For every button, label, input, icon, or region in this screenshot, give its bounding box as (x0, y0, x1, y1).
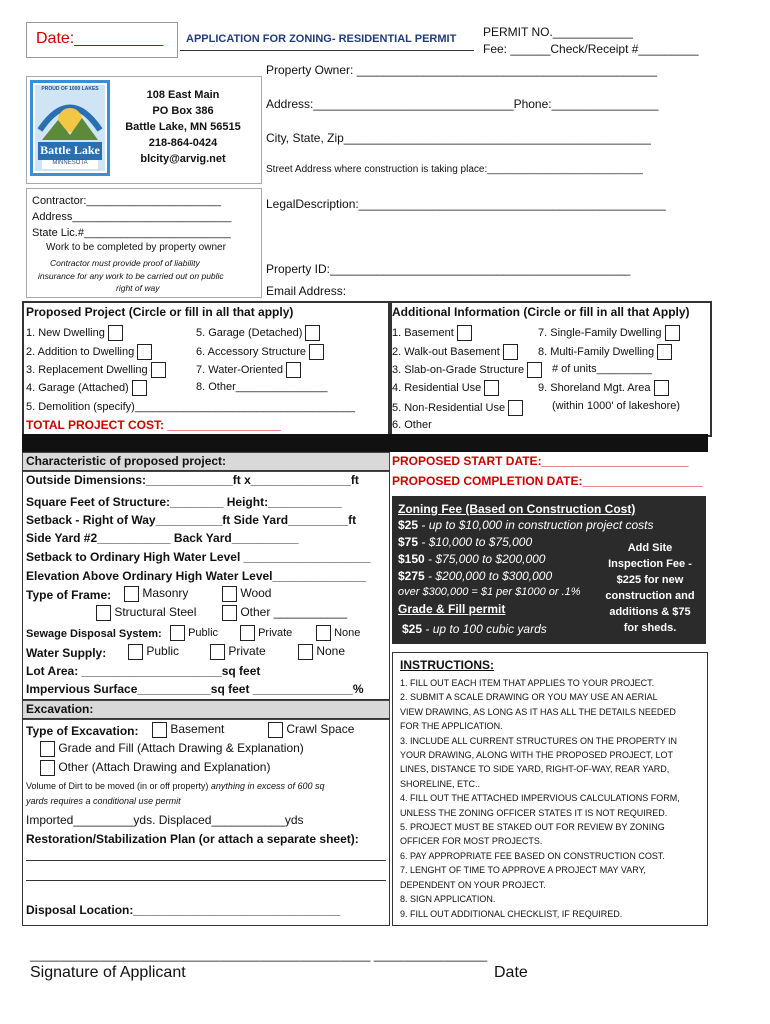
checkbox[interactable] (298, 644, 313, 660)
checkbox[interactable] (316, 625, 331, 641)
property-owner-field[interactable]: Property Owner: _____________________________________________ (266, 63, 658, 77)
restoration-line-2[interactable] (26, 880, 386, 881)
excavation-heading: Excavation: (26, 702, 94, 716)
checkbox[interactable] (137, 344, 152, 360)
zoning-fee-heading: Zoning Fee (Based on Construction Cost) (398, 502, 636, 516)
elevation-field[interactable]: Elevation Above Ordinary High Water Level______________ (26, 569, 366, 583)
frame-label: Type of Frame: (26, 588, 112, 602)
property-id-field[interactable]: Property ID:_____________________________________________ (266, 262, 631, 276)
grade-fill-fee-line: $25 - up to 100 cubic yards (402, 622, 547, 636)
water-public[interactable]: Public (128, 644, 179, 660)
info-walkout[interactable]: 2. Walk-out Basement (392, 344, 518, 360)
fee-line-2: $75 - $10,000 to $75,000 (398, 535, 533, 549)
date-field[interactable]: Date:__________ (36, 30, 164, 47)
impervious-field[interactable]: Impervious Surface___________sq feet _______________% (26, 682, 364, 696)
restoration-line-1[interactable] (26, 860, 386, 861)
liability-note-1: Contractor must provide proof of liability (50, 258, 200, 268)
city-po-box: PO Box 386 (152, 105, 214, 117)
excavation-type-label: Type of Excavation: (26, 724, 139, 738)
city-state-zip-field[interactable]: City, State, Zip______________________________________________ (266, 131, 651, 145)
checkbox[interactable] (40, 741, 55, 757)
excavation-other[interactable]: Other (Attach Drawing and Explanation) (40, 760, 270, 776)
info-nonresidential[interactable]: 5. Non-Residential Use (392, 400, 523, 416)
checkbox[interactable] (108, 325, 123, 341)
city-address-block (118, 87, 248, 167)
lot-area-field[interactable]: Lot Area: _____________________sq feet (26, 664, 261, 678)
logo-name: Battle Lake (40, 143, 100, 157)
volume-note-1: Volume of Dirt to be moved (in or off property) anything in excess of 600 sq (26, 781, 325, 791)
project-garage-attached[interactable]: 4. Garage (Attached) (26, 380, 147, 396)
project-other[interactable]: 8. Other_______________ (196, 381, 328, 393)
proposed-project-heading: Proposed Project (Circle or fill in all that apply) (26, 305, 294, 319)
instructions-list: 1. FILL OUT EACH ITEM THAT APPLIES TO YOUR PROJECT. 2. SUBMIT A SCALE DRAWING OR YOU MAY USE AN AERIAL VIEW DRAWING, AS LONG AS IT HAS ALL THE DETAILS NEEDED FOR THE APPLICATION. 3. INCLUDE ALL CURRENT STRUCTURES ON THE PROPERTY IN YOUR DRAWING, ALONG WITH THE PROPOSED PROJECT, LOT LINES, DISTANCE TO SIDE YARD, RIGHT-OF-WAY, REAR YARD, SHORELINE, ETC.. 4. FILL OUT THE ATTACHED IMPERVIOUS CALCULATIONS FORM, UNLESS THE ZONING OFFICER STATES IT IS NOT REQUIRED. 5. PROJECT MUST BE STAKED OUT FOR REVIEW BY ZONING OFFICER FOR MOST PROJECTS. 6. PAY APPROPRIATE FEE BASED ON CONSTRUCTION COST. 7. LENGHT OF TIME TO APPROVE A PROJECT MAY VARY, DEPENDENT ON YOUR PROJECT. 8. SIGN APPLICATION. 9. FILL OUT ADDITIONAL CHECKLIST, IF REQUIRED. (400, 678, 680, 919)
checkbox[interactable] (128, 644, 143, 660)
checkbox[interactable] (40, 760, 55, 776)
signature-line[interactable]: ___________________________________________________ _________________ (30, 948, 488, 962)
checkbox[interactable] (151, 362, 166, 378)
contractor-field[interactable]: Contractor:______________________ (32, 195, 221, 207)
info-multi-family[interactable]: 8. Multi-Family Dwelling (538, 344, 672, 360)
volume-note-2: yards requires a conditional use permit (26, 796, 181, 806)
checkbox[interactable] (286, 362, 301, 378)
checkbox[interactable] (457, 325, 472, 341)
project-accessory[interactable]: 6. Accessory Structure (196, 344, 324, 360)
section-divider (22, 434, 708, 452)
battle-lake-logo (30, 80, 110, 176)
water-none[interactable]: None (298, 644, 345, 660)
site-inspection-fee: Add Site Inspection Fee - $225 for new construction and additions & $75 for sheds. (605, 542, 695, 634)
info-other[interactable]: 6. Other (392, 419, 432, 431)
checkbox[interactable] (527, 362, 542, 378)
project-addition[interactable]: 2. Addition to Dwelling (26, 344, 152, 360)
frame-steel[interactable]: Structural Steel (96, 605, 196, 621)
checkbox[interactable] (503, 344, 518, 360)
checkbox[interactable] (210, 644, 225, 660)
disposal-location-field[interactable]: Disposal Location:_______________________________ (26, 903, 341, 917)
fee-line-1: $25 - up to $10,000 in construction project costs (398, 518, 654, 532)
legal-description-field[interactable]: LegalDescription:______________________________________________ (266, 197, 666, 211)
logo-state: MINNESOTA (52, 160, 88, 166)
liability-note-3: right of way (116, 283, 160, 293)
info-shoreland-note: (within 1000' of lakeshore) (552, 400, 681, 412)
excavation-grade-fill[interactable]: Grade and Fill (Attach Drawing & Explanation) (40, 741, 304, 757)
signature-label: Signature of Applicant (30, 964, 186, 981)
checkbox[interactable] (654, 380, 669, 396)
fee-line-3: $150 - $75,000 to $200,000 (398, 552, 546, 566)
project-replacement[interactable]: 3. Replacement Dwelling (26, 362, 166, 378)
checkbox[interactable] (152, 722, 167, 738)
fee-line-5: over $300,000 = $1 per $1000 or .1% (398, 586, 581, 598)
additional-info-heading: Additional Information (Circle or fill in all that Apply) (392, 305, 690, 319)
checkbox[interactable] (240, 625, 255, 641)
side-yard-2-field[interactable]: Side Yard #2___________ Back Yard__________ (26, 531, 299, 545)
signature-date-label: Date (494, 964, 528, 981)
contractor-address-field[interactable]: Address__________________________ (32, 211, 232, 223)
address-phone-field[interactable]: Address:______________________________Phone:________________ (266, 97, 659, 111)
street-address-field[interactable]: Street Address where construction is taking place:____________________________ (266, 164, 643, 175)
checkbox[interactable] (222, 586, 237, 602)
completion-date-field[interactable]: PROPOSED COMPLETION DATE:__________________ (392, 474, 703, 488)
frame-wood[interactable]: Wood (222, 586, 271, 602)
excavation-crawl[interactable]: Crawl Space (268, 722, 354, 738)
checkbox[interactable] (268, 722, 283, 738)
restoration-plan-label: Restoration/Stabilization Plan (or attach a separate sheet): (26, 832, 359, 846)
characteristics-heading: Characteristic of proposed project: (26, 454, 227, 468)
info-basement[interactable]: 1. Basement (392, 325, 472, 341)
project-water-oriented[interactable]: 7. Water-Oriented (196, 362, 301, 378)
water-private[interactable]: Private (210, 644, 266, 660)
info-single-family[interactable]: 7. Single-Family Dwelling (538, 325, 680, 341)
city-state-zip: Battle Lake, MN 56515 (125, 121, 241, 133)
sewage-private[interactable]: Private (240, 625, 292, 641)
sewage-public[interactable]: Public (170, 625, 218, 641)
sewage-none[interactable]: None (316, 625, 360, 641)
owner-work-note: Work to be completed by property owner (46, 242, 226, 253)
setback-ohw-field[interactable]: Setback to Ordinary High Water Level ___________________ (26, 550, 371, 564)
fee-receipt[interactable]: Fee: ______Check/Receipt #_________ (483, 42, 699, 56)
checkbox[interactable] (96, 605, 111, 621)
checkbox[interactable] (657, 344, 672, 360)
checkbox[interactable] (665, 325, 680, 341)
sewage-label: Sewage Disposal System: (26, 628, 162, 640)
info-shoreland[interactable]: 9. Shoreland Mgt. Area (538, 380, 669, 396)
instructions-heading: INSTRUCTIONS: (400, 658, 494, 672)
checkbox[interactable] (508, 400, 523, 416)
start-date-field[interactable]: PROPOSED START DATE:______________________ (392, 454, 689, 468)
info-slab[interactable]: 3. Slab-on-Grade Structure (392, 362, 542, 378)
frame-other[interactable]: Other ___________ (222, 605, 347, 621)
city-phone: 218-864-0424 (148, 137, 218, 149)
checkbox[interactable] (484, 380, 499, 396)
project-demolition[interactable]: 5. Demolition (specify)____________________________________ (26, 401, 356, 413)
form-title: APPLICATION FOR ZONING- RESIDENTIAL PERMIT (186, 33, 457, 45)
checkbox[interactable] (305, 325, 320, 341)
fee-line-4: $275 - $200,000 to $300,000 (398, 569, 553, 583)
info-units[interactable]: # of units_________ (552, 363, 652, 375)
checkbox[interactable] (170, 625, 185, 641)
liability-note-2: insurance for any work to be carried out on public (38, 271, 224, 281)
imported-displaced-field[interactable]: Imported_________yds. Displaced___________yds (26, 813, 304, 827)
grade-fill-permit-heading: Grade & Fill permit (398, 602, 506, 616)
checkbox[interactable] (132, 380, 147, 396)
email-field[interactable]: Email Address: (266, 284, 347, 298)
excavation-basement[interactable]: Basement (152, 722, 224, 738)
outside-dimensions-field[interactable]: Outside Dimensions:_____________ft x_______________ft (26, 473, 359, 487)
city-street: 108 East Main (146, 89, 220, 101)
permit-number[interactable]: PERMIT NO.____________ (483, 25, 633, 39)
logo-arc-text: PROUD OF 1000 LAKES (41, 86, 99, 92)
square-feet-field[interactable]: Square Feet of Structure:________ Height:___________ (26, 495, 342, 509)
setback-row-field[interactable]: Setback - Right of Way__________ft Side Yard_________ft (26, 513, 357, 527)
checkbox[interactable] (222, 605, 237, 621)
project-new-dwelling[interactable]: 1. New Dwelling (26, 325, 123, 341)
info-residential[interactable]: 4. Residential Use (392, 380, 499, 396)
state-license-field[interactable]: State Lic.#________________________ (32, 227, 231, 239)
frame-masonry[interactable]: Masonry (124, 586, 188, 602)
checkbox[interactable] (309, 344, 324, 360)
checkbox[interactable] (124, 586, 139, 602)
water-label: Water Supply: (26, 646, 107, 660)
total-project-cost[interactable]: TOTAL PROJECT COST: _________________ (26, 418, 281, 432)
city-email: blcity@arvig.net (140, 153, 226, 165)
project-garage-detached[interactable]: 5. Garage (Detached) (196, 325, 320, 341)
